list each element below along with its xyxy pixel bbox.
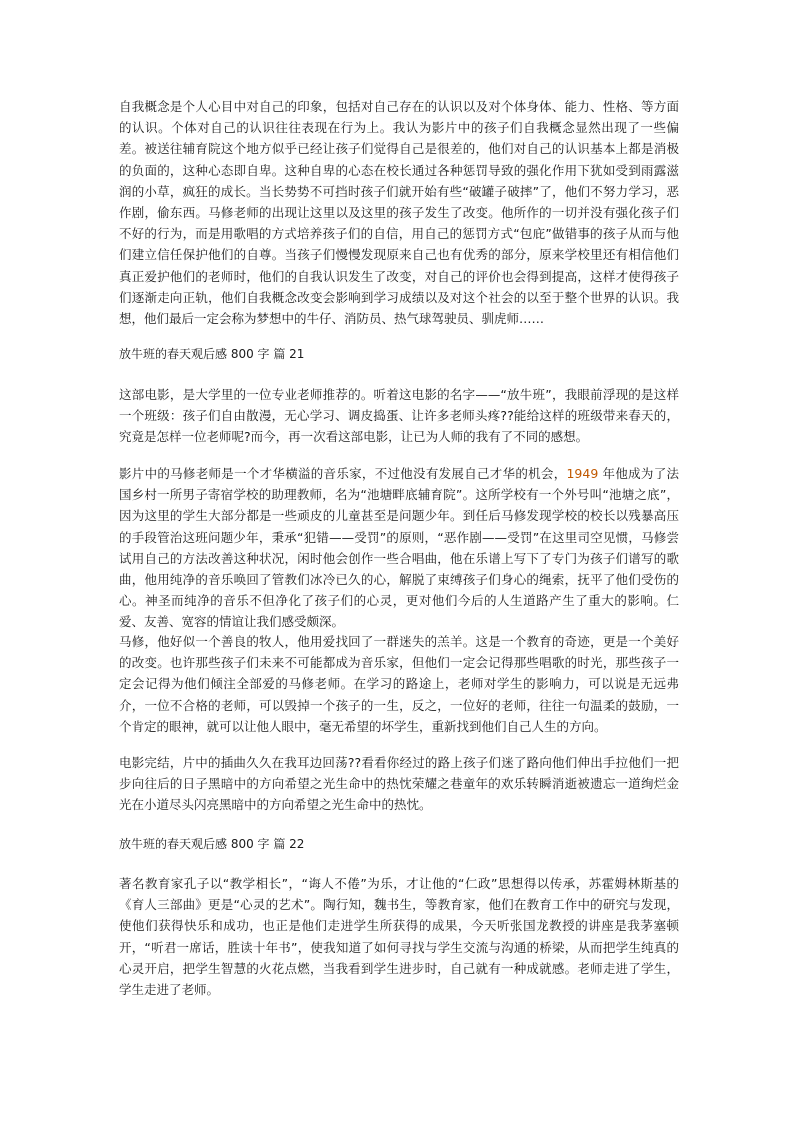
year-highlight: 1949 bbox=[566, 466, 599, 481]
paragraph-text-start: 影片中的马修老师是一个才华横溢的音乐家，不过他没有发展自己才华的机会， bbox=[119, 466, 567, 481]
paragraph-text-end: 年他成为了法国乡村一所男子寄宿学校的助理教师，名为“池塘畔底辅育院”。这所学校有一个外号叫“池塘之底”，因为这里的学生大部分都是一些顽皮的儿童甚至是问题少年。到任后马修发现学校的校长以残暴高压的手段管治这班问题少年，秉承“犯错——受罚”的原则，“恶作剧——受罚”在这里司空见惯，马修尝试用自己的方法改善这种状况，闲时他会创作一些合唱曲，他在乐谱上写下了专门为孩子们谱写的歌曲，他用纯净的音乐唤回了管教们冰冷已久的心，解脱了束缚孩子们身心的绳索，抚平了他们受伤的心。神圣而纯净的音乐不但净化了孩子们的心灵，更对他们今后的人生道路产生了重大的影响。仁爱、友善、宽容的情谊让我们感受颇深。 bbox=[119, 466, 679, 630]
paragraph-educators: 著名教育家孔子以“教学相长”，“诲人不倦”为乐，才让他的“仁政”思想得以传承，苏霍姆林斯基的《育人三部曲》更是“心灵的艺术”。陶行知，魏书生，等教育家，他们在教育工作中的研究与发现，使他们获得快乐和成功，也正是他们走进学生所获得的成果，今天听张国龙教授的讲座是我茅塞顿开，“听君一席话，胜读十年书”，使我知道了如何寻找与学生交流与沟通的桥梁，从而把学生纯真的心灵开启，把学生智慧的火花点燃，当我看到学生进步时，自己就有一种成就感。老师走进了学生，学生走进了老师。 bbox=[119, 876, 679, 998]
section-heading-22: 放牛班的春天观后感 800 字 篇 22 bbox=[119, 837, 305, 851]
paragraph-movie-ending: 电影完结，片中的插曲久久在我耳边回荡??看看你经过的路上孩子们迷了路向他们伸出手拉他们一把步向往后的日子黑暗中的方向希望之光生命中的热忱荣耀之巷童年的欢乐转瞬消逝被遗忘一道绚烂金光在小道尽头闪亮黑暗中的方向希望之光生命中的热忱。 bbox=[119, 755, 679, 813]
paragraph-movie-intro: 这部电影，是大学里的一位专业老师推荐的。听着这电影的名字——“放牛班”，我眼前浮现的是这样一个班级：孩子们自由散漫，无心学习、调皮捣蛋、让许多老师头疼??能给这样的班级带来春天的，究竟是怎样一位老师呢?而今，再一次看这部电影，让已为人师的我有了不同的感想。 bbox=[119, 387, 679, 445]
paragraph-mathieu-teacher bbox=[119, 463, 679, 633]
paragraph-shepherd: 马修，他好似一个善良的牧人，他用爱找回了一群迷失的羔羊。这是一个教育的奇迹，更是一个美好的改变。也许那些孩子们未来不可能都成为音乐家，但他们一定会记得那些唱歌的时光，那些孩子一定会记得为他们倾注全部爱的马修老师。在学习的路途上，老师对学生的影响力，可以说是无远弗介，一位不合格的老师，可以毁掉一个孩子的一生，反之，一位好的老师，往往一句温柔的鼓励，一个肯定的眼神，就可以让他人眼中，毫无希望的坏学生，重新找到他们自己人生的方向。 bbox=[119, 634, 679, 734]
section-heading-21: 放牛班的春天观后感 800 字 篇 21 bbox=[119, 347, 305, 361]
paragraph-self-concept: 自我概念是个人心目中对自己的印象，包括对自己存在的认识以及对个体身体、能力、性格、等方面的认识。个体对自己的认识往往表现在行为上。我认为影片中的孩子们自我概念显然出现了一些偏差。被送往辅育院这个地方似乎已经让孩子们觉得自己是很差的，他们对自己的认识基本上都是消极的负面的，这种心态即自卑。这种自卑的心态在校长通过各种惩罚导致的强化作用下犹如受到雨露滋润的小草，疯狂的成长。当长势势不可挡时孩子们就开始有些“破罐子破摔”了，他们不努力学习，恶作剧，偷东西。马修老师的出现让这里以及这里的孩子发生了改变。他所作的一切并没有强化孩子们不好的行为，而是用歌唱的方式培养孩子们的自信，用自己的惩罚方式“包庇”做错事的孩子从而与他们建立信任保护他们的自尊。当孩子们慢慢发现原来自己也有优秀的部分，原来学校里还有相信他们真正爱护他们的老师时，他们的自我认识发生了改变，对自己的评价也会得到提高，这样才使得孩子们逐渐走向正轨，他们自我概念改变会影响到学习成绩以及对这个社会的以至于整个世界的认识。我想，他们最后一定会称为梦想中的牛仔、消防员、热气球驾驶员、驯虎师…… bbox=[119, 99, 679, 327]
